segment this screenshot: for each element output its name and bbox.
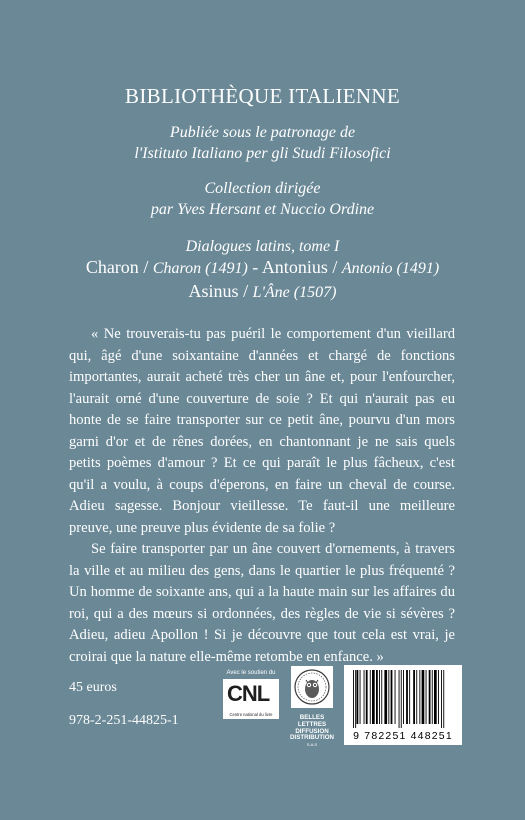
quote-paragraph-2: Se faire transporter par un âne couvert d'ornements, à travers la ville et au milieu des gens, dans le quartier le plus fréquenté ? Un homme de soixante ans, qui a la haute main sur les affaires du roi, qui a des mœurs si ordonnées, des règles de vie si sévères ? Adieu, adieu Apollon ! Si je découvre que tout cela est vrai, je croirai que la nature elle-même retombe en enfance. »	[69, 541, 455, 665]
belles-sas: S.A.S	[306, 742, 318, 748]
cnl-logo-text: CNL	[227, 681, 270, 706]
patronage-block	[0, 122, 525, 164]
cnl-logo-subtitle: Centre national du livre	[229, 712, 273, 717]
patronage-line-1: Publiée sous le patronage de	[169, 124, 356, 141]
barcode-bar	[384, 670, 387, 724]
belles-lettres-text	[285, 715, 339, 742]
belles-lettres-logo-block	[285, 666, 339, 747]
barcode-bar	[403, 670, 404, 724]
work-translation-antonio: Antonio (1491)	[341, 260, 440, 277]
barcode-bar	[429, 670, 431, 724]
barcode-bar	[401, 670, 402, 728]
barcode-bar	[360, 670, 361, 724]
price: 45 euros	[69, 680, 117, 695]
barcode-bar	[388, 670, 389, 724]
barcode-bar	[441, 670, 442, 728]
works-line-2	[0, 280, 525, 304]
separator: /	[138, 257, 153, 277]
belles-line-3: DISTRIBUTION	[290, 734, 334, 742]
belles-line-2: DIFFUSION	[295, 727, 329, 735]
cnl-logo	[223, 679, 279, 719]
barcode-bar	[406, 670, 408, 724]
collection-line-1: Collection dirigée	[204, 180, 321, 197]
works-list	[0, 256, 525, 304]
patronage-line-2: l'Istituto Italiano per gli Studi Filosofici	[134, 145, 391, 162]
barcode-bar	[379, 670, 380, 724]
barcode-bar	[357, 670, 359, 724]
barcode-bar	[416, 670, 417, 724]
quote-paragraph-1: « Ne trouverais-tu pas puéril le comportement d'un vieillard qui, âgé d'une soixantaine d'années et chargé de fonctions importantes, aurait acheté très cher un âne et, pour l'enfourcher, l'aurait orné d'une couverture de soie ? Et qui n'aurait pas eu honte de se faire transporter sur ce petit âne, pourvu d'un mors garni d'or et de rênes dorées, en chantonnant je ne sais quels petits poèmes d'amour ? Et ce qui paraît le plus fâcheux, c'est qu'il a voulu, à coups d'éperons, en faire un cheval de course. Adieu sagesse. Bonjour vieillesse. Te faut-il une meilleure preuve, une preuve plus évidente de sa folie ?	[69, 326, 455, 536]
barcode-bar	[376, 670, 378, 724]
barcode-bar	[443, 670, 444, 728]
barcode-bar	[419, 670, 420, 724]
belles-lettres-owl-icon	[291, 666, 333, 708]
separator: /	[327, 257, 342, 277]
barcode-bar	[413, 670, 415, 724]
barcode-bar	[372, 670, 375, 724]
cnl-logo-block	[223, 670, 279, 719]
barcode-bar	[355, 670, 356, 728]
barcode-bar	[353, 670, 354, 728]
works-line-1	[0, 256, 525, 280]
work-title-charon: Charon	[85, 257, 139, 277]
barcode-bar	[391, 670, 393, 724]
collection-block	[0, 178, 525, 220]
barcode-bar	[364, 670, 365, 724]
barcode-digits: 9 782251 448251	[353, 730, 453, 742]
volume-subtitle: Dialogues latins, tome I	[185, 238, 340, 255]
barcode-bars	[352, 670, 454, 728]
separator: /	[238, 281, 253, 301]
barcode-bar	[422, 670, 425, 724]
barcode-bar	[381, 670, 382, 724]
dash-separator: -	[247, 257, 262, 277]
cnl-caption: Avec le soutien du	[226, 670, 276, 676]
collection-line-2: par Yves Hersant et Nuccio Ordine	[150, 201, 375, 218]
barcode-bar	[395, 670, 396, 724]
barcode-bar	[370, 670, 371, 724]
barcode-bar	[434, 670, 437, 724]
work-title-antonius: Antonius	[261, 257, 328, 277]
barcode-bar	[438, 670, 439, 724]
barcode-bar	[366, 670, 368, 724]
barcode-bar	[399, 670, 400, 728]
isbn-barcode	[344, 665, 462, 745]
barcode-bar	[426, 670, 427, 724]
excerpt-quote	[69, 324, 455, 668]
barcode-bar	[409, 670, 410, 724]
work-translation-ane: L'Âne (1507)	[252, 284, 337, 301]
belles-line-1: BELLES LETTRES	[297, 714, 327, 728]
series-title: BIBLIOTHÈQUE ITALIENNE	[125, 84, 400, 108]
work-translation-charon: Charon (1491)	[152, 260, 248, 277]
isbn: 978-2-251-44825-1	[69, 713, 179, 728]
barcode-bar	[432, 670, 433, 724]
work-title-asinus: Asinus	[188, 281, 239, 301]
